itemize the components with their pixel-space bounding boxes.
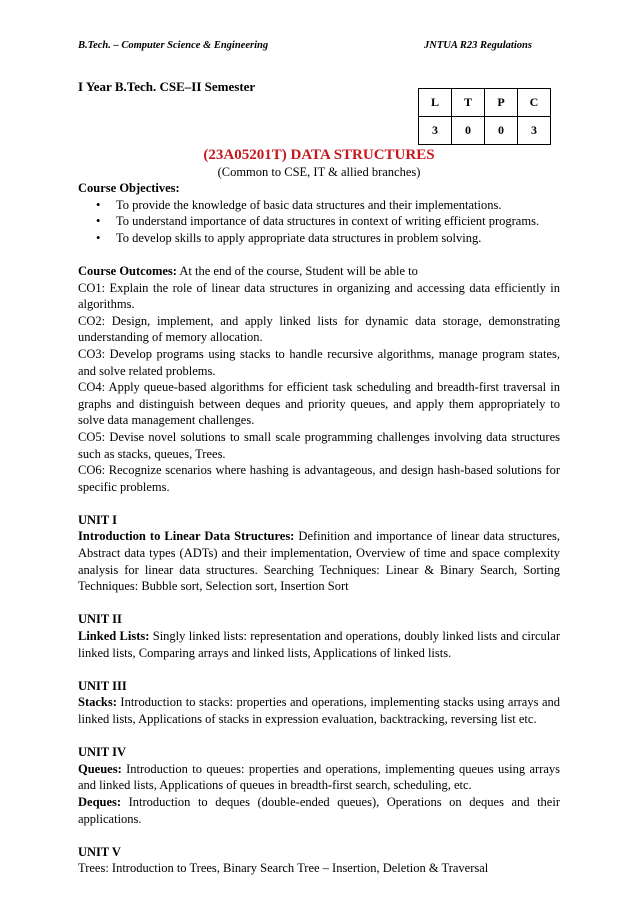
unit-3-topic: Stacks: xyxy=(78,695,117,710)
unit-4-content-deques xyxy=(78,794,560,827)
unit-4-text-queues: Introduction to queues: properties and operations, implementing queues using arrays and linked lists, Applications of queues in breadth-first search, scheduling, etc. xyxy=(78,761,560,793)
course-subtitle: (Common to CSE, IT & allied branches) xyxy=(217,165,421,179)
unit-4-heading: UNIT IV xyxy=(78,745,127,760)
ltpc-header-row xyxy=(419,89,551,117)
unit-3-text: Introduction to stacks: properties and operations, implementing stacks using arrays and linked lists, Applications of stacks in expression evaluation, backtracking, reversing list etc. xyxy=(78,695,560,726)
unit-4-content-queues xyxy=(78,761,560,794)
ltpc-value-l: 3 xyxy=(419,117,452,145)
course-title: (23A05201T) DATA STRUCTURES xyxy=(203,147,435,163)
unit-4-topic-deques: Deques: xyxy=(78,794,122,809)
unit-4-topic-queues: Queues: xyxy=(78,761,122,776)
outcome-item: CO5: Devise novel solutions to small scale programming challenges involving data structures such as stacks, queues, Trees. xyxy=(78,429,560,461)
outcome-item: CO4: Apply queue-based algorithms for efficient task scheduling and breadth-first traversal in graphs and distinguish between deques and priority queues, and apply them appropriately to solve data management challenges. xyxy=(78,380,560,428)
outcomes-intro-line xyxy=(78,263,560,280)
ltpc-header-t: T xyxy=(452,89,485,117)
unit-5-text: Trees: Introduction to Trees, Binary Search Tree – Insertion, Deletion & Traversal xyxy=(78,861,489,876)
objective-item: • To understand importance of data structures in context of writing efficient programs. xyxy=(116,213,560,230)
objectives-list xyxy=(78,197,560,247)
unit-1-text: Definition and importance of linear data structures, Abstract data types (ADTs) and their implementation, Overview of time and space complexity analysis for linear data structures. Searching Techniques: Linear & Binary Search, Sorting Techniques: Bubble sort, Selection sort, Insertion Sort xyxy=(78,529,561,594)
unit-2-content xyxy=(78,628,560,661)
unit-3-content xyxy=(78,694,560,727)
unit-1-content xyxy=(78,528,560,594)
syllabus-body xyxy=(78,180,560,877)
outcomes-heading: Course Outcomes: xyxy=(78,263,177,278)
header-program: B.Tech. – Computer Science & Engineering xyxy=(78,40,269,51)
ltpc-value-row xyxy=(419,117,551,145)
objective-item: • To develop skills to apply appropriate data structures in problem solving. xyxy=(116,230,560,247)
unit-3-heading: UNIT III xyxy=(78,678,127,693)
ltpc-value-t: 0 xyxy=(452,117,485,145)
unit-2-heading: UNIT II xyxy=(78,612,122,627)
ltpc-value-c: 3 xyxy=(518,117,551,145)
outcomes-intro: At the end of the course, Student will be able to xyxy=(176,263,418,278)
objectives-heading: Course Objectives: xyxy=(78,181,180,195)
outcome-item: CO2: Design, implement, and apply linked lists for dynamic data storage, demonstrating understanding of memory allocation. xyxy=(78,313,560,345)
unit-5-heading: UNIT V xyxy=(78,844,121,859)
outcome-item: CO3: Develop programs using stacks to handle recursive algorithms, manage program states, and solve related problems. xyxy=(78,346,560,378)
unit-2-text: Singly linked lists: representation and operations, doubly linked lists and circular linked lists, Comparing arrays and linked lists, Applications of linked lists. xyxy=(78,629,560,660)
ltpc-header-p: P xyxy=(485,89,518,117)
unit-5-content xyxy=(78,860,560,877)
outcome-item: CO1: Explain the role of linear data structures in organizing and accessing data efficiently in algorithms. xyxy=(78,280,560,312)
header-regulation: JNTUA R23 Regulations xyxy=(424,40,532,51)
objective-item: • To provide the knowledge of basic data structures and their implementations. xyxy=(116,197,560,214)
ltpc-table xyxy=(418,88,551,145)
ltpc-value-p: 0 xyxy=(485,117,518,145)
outcome-item: CO6: Recognize scenarios where hashing is advantageous, and design hash-based solutions for specific problems. xyxy=(78,463,560,494)
ltpc-header-l: L xyxy=(419,89,452,117)
semester-label: I Year B.Tech. CSE–II Semester xyxy=(78,79,256,94)
ltpc-header-c: C xyxy=(518,89,551,117)
unit-2-topic: Linked Lists: xyxy=(78,629,150,644)
unit-1-heading: UNIT I xyxy=(78,512,118,527)
unit-4-text-deques: Introduction to deques (double-ended queues), Operations on deques and their applications. xyxy=(78,794,560,826)
unit-1-topic: Introduction to Linear Data Structures: xyxy=(78,529,295,544)
